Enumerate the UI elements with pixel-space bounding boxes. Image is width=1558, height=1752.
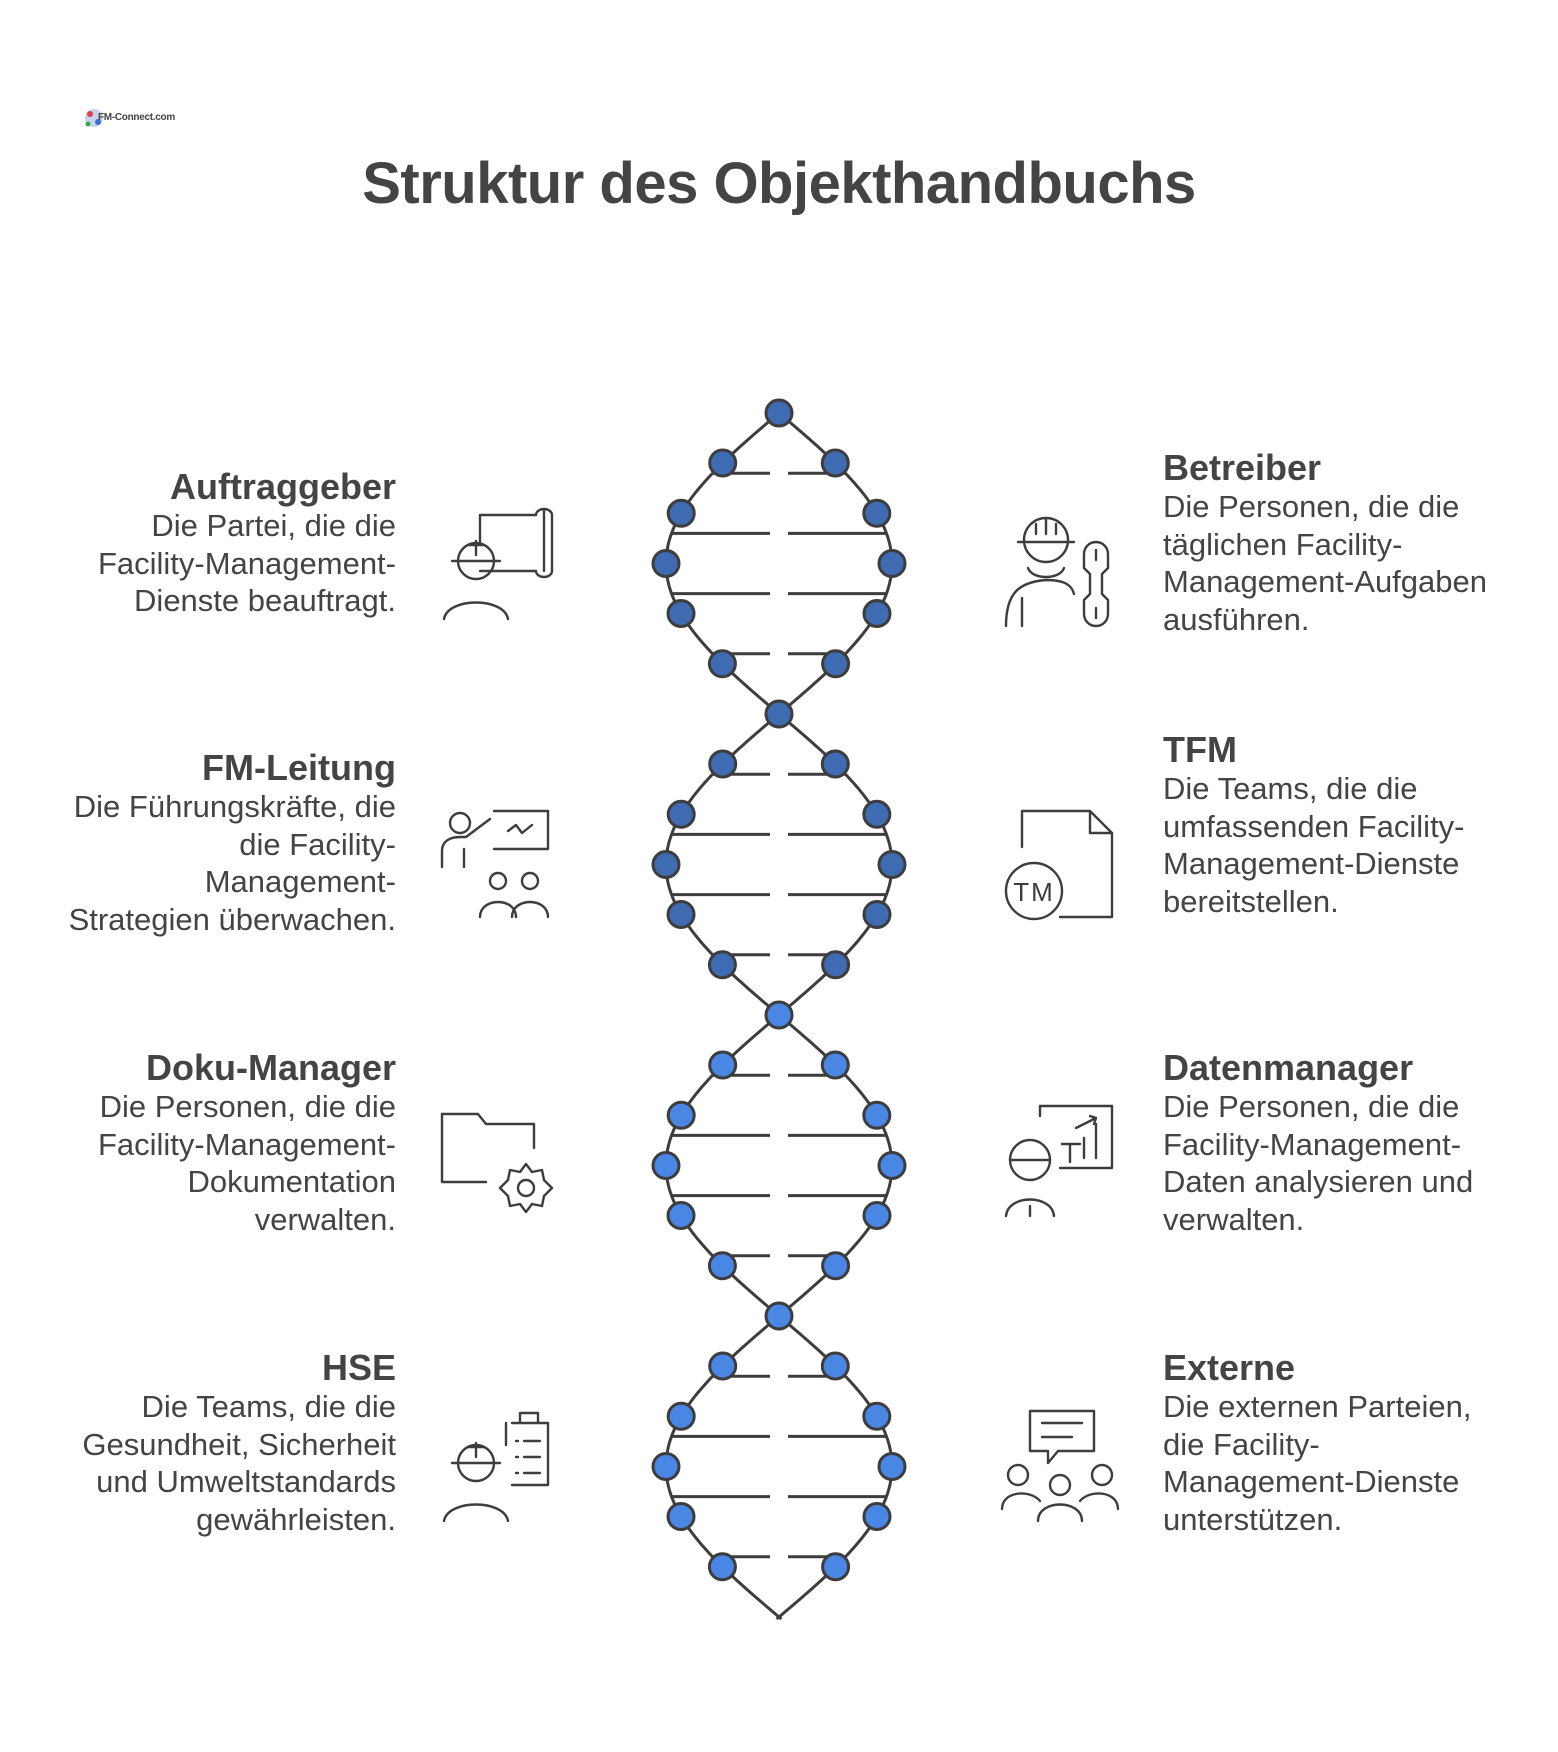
helix-node bbox=[822, 1353, 848, 1379]
helix-node bbox=[668, 1503, 694, 1529]
analyst-chart-icon bbox=[1000, 1100, 1120, 1220]
helix-node bbox=[668, 801, 694, 827]
worker-wrench-icon bbox=[1000, 512, 1120, 632]
item-heading: FM-Leitung bbox=[202, 747, 396, 788]
helix-node bbox=[710, 1052, 736, 1078]
item-description: Die Führungskräfte, die die Facility-Management-Strategien überwachen. bbox=[68, 789, 396, 937]
helix-node bbox=[879, 551, 905, 577]
helix-node bbox=[766, 1303, 792, 1329]
helix-node bbox=[766, 1002, 792, 1028]
item-description: Die externen Parteien, die Facility-Management-Dienste unterstützen. bbox=[1163, 1389, 1472, 1537]
helix-node bbox=[653, 1454, 679, 1480]
helix-node bbox=[709, 1554, 735, 1580]
helix-node bbox=[822, 450, 848, 476]
helix-node bbox=[668, 901, 694, 927]
helix-node bbox=[668, 500, 694, 526]
helix-node bbox=[653, 852, 679, 878]
item-heading: Auftraggeber bbox=[169, 466, 396, 507]
page-title: Struktur des Objekthandbuchs bbox=[362, 151, 1196, 216]
helix-node bbox=[879, 1454, 905, 1480]
helix-node bbox=[766, 701, 792, 727]
helix-node bbox=[864, 901, 890, 927]
item-auftraggeber bbox=[66, 467, 396, 620]
worker-clipboard-icon bbox=[436, 1405, 556, 1525]
helix-node bbox=[864, 1102, 890, 1128]
item-description: Die Partei, die die Facility-Management-Dienste beauftragt. bbox=[97, 508, 396, 618]
item-hse bbox=[66, 1348, 396, 1538]
item-description: Die Teams, die die Gesundheit, Sicherheit und Umweltstandards gewährleisten. bbox=[82, 1389, 396, 1537]
item-description: Die Personen, die die Facility-Management-Dokumentation verwalten. bbox=[97, 1089, 396, 1237]
helix-node bbox=[709, 651, 735, 677]
helix-node bbox=[823, 651, 849, 677]
folder-gear-icon bbox=[436, 1100, 556, 1220]
helix-node bbox=[710, 1353, 736, 1379]
helix-node bbox=[653, 551, 679, 577]
helix-node bbox=[668, 1102, 694, 1128]
helix-node bbox=[864, 1202, 890, 1228]
helix-node bbox=[823, 1554, 849, 1580]
helix-node bbox=[879, 852, 905, 878]
item-heading: Externe bbox=[1163, 1347, 1296, 1388]
presenter-team-icon bbox=[436, 805, 556, 925]
helix-node bbox=[710, 450, 736, 476]
item-heading: HSE bbox=[321, 1347, 396, 1388]
helix-node bbox=[864, 500, 890, 526]
item-heading: Doku-Manager bbox=[145, 1047, 396, 1088]
helix-node bbox=[709, 952, 735, 978]
item-doku-manager bbox=[66, 1048, 396, 1238]
item-datenmanager bbox=[1163, 1048, 1493, 1238]
helix-node bbox=[864, 1403, 890, 1429]
helix-node bbox=[822, 1052, 848, 1078]
helix-node bbox=[668, 1202, 694, 1228]
helix-node bbox=[864, 1503, 890, 1529]
helix-node bbox=[710, 751, 736, 777]
engineer-blueprint-icon bbox=[436, 505, 556, 625]
group-chat-icon bbox=[1000, 1405, 1120, 1525]
helix-node bbox=[766, 400, 792, 426]
helix-node bbox=[823, 1253, 849, 1279]
item-heading: TFM bbox=[1163, 729, 1237, 770]
helix-node bbox=[709, 1253, 735, 1279]
item-heading: Betreiber bbox=[1163, 447, 1322, 488]
item-description: Die Teams, die die umfassenden Facility-Management-Dienste bereitstellen. bbox=[1163, 771, 1465, 919]
helix-node bbox=[668, 1403, 694, 1429]
item-description: Die Personen, die die täglichen Facility-Management-Aufgaben ausführen. bbox=[1163, 489, 1488, 637]
trademark-document-icon bbox=[1000, 805, 1120, 925]
helix-node bbox=[864, 801, 890, 827]
item-tfm bbox=[1163, 730, 1493, 920]
helix-node bbox=[822, 751, 848, 777]
trademark-badge-text: TM bbox=[1013, 877, 1055, 907]
helix-node bbox=[823, 952, 849, 978]
item-description: Die Personen, die die Facility-Management-Daten analysieren und verwalten. bbox=[1163, 1089, 1474, 1237]
item-externe bbox=[1163, 1348, 1493, 1538]
item-heading: Datenmanager bbox=[1163, 1047, 1414, 1088]
item-fm-leitung bbox=[66, 748, 396, 938]
helix-node bbox=[864, 600, 890, 626]
helix-node bbox=[879, 1153, 905, 1179]
helix-node bbox=[668, 600, 694, 626]
item-betreiber bbox=[1163, 448, 1493, 638]
logo-text: FM-Connect.com bbox=[98, 112, 175, 123]
helix-node bbox=[653, 1153, 679, 1179]
